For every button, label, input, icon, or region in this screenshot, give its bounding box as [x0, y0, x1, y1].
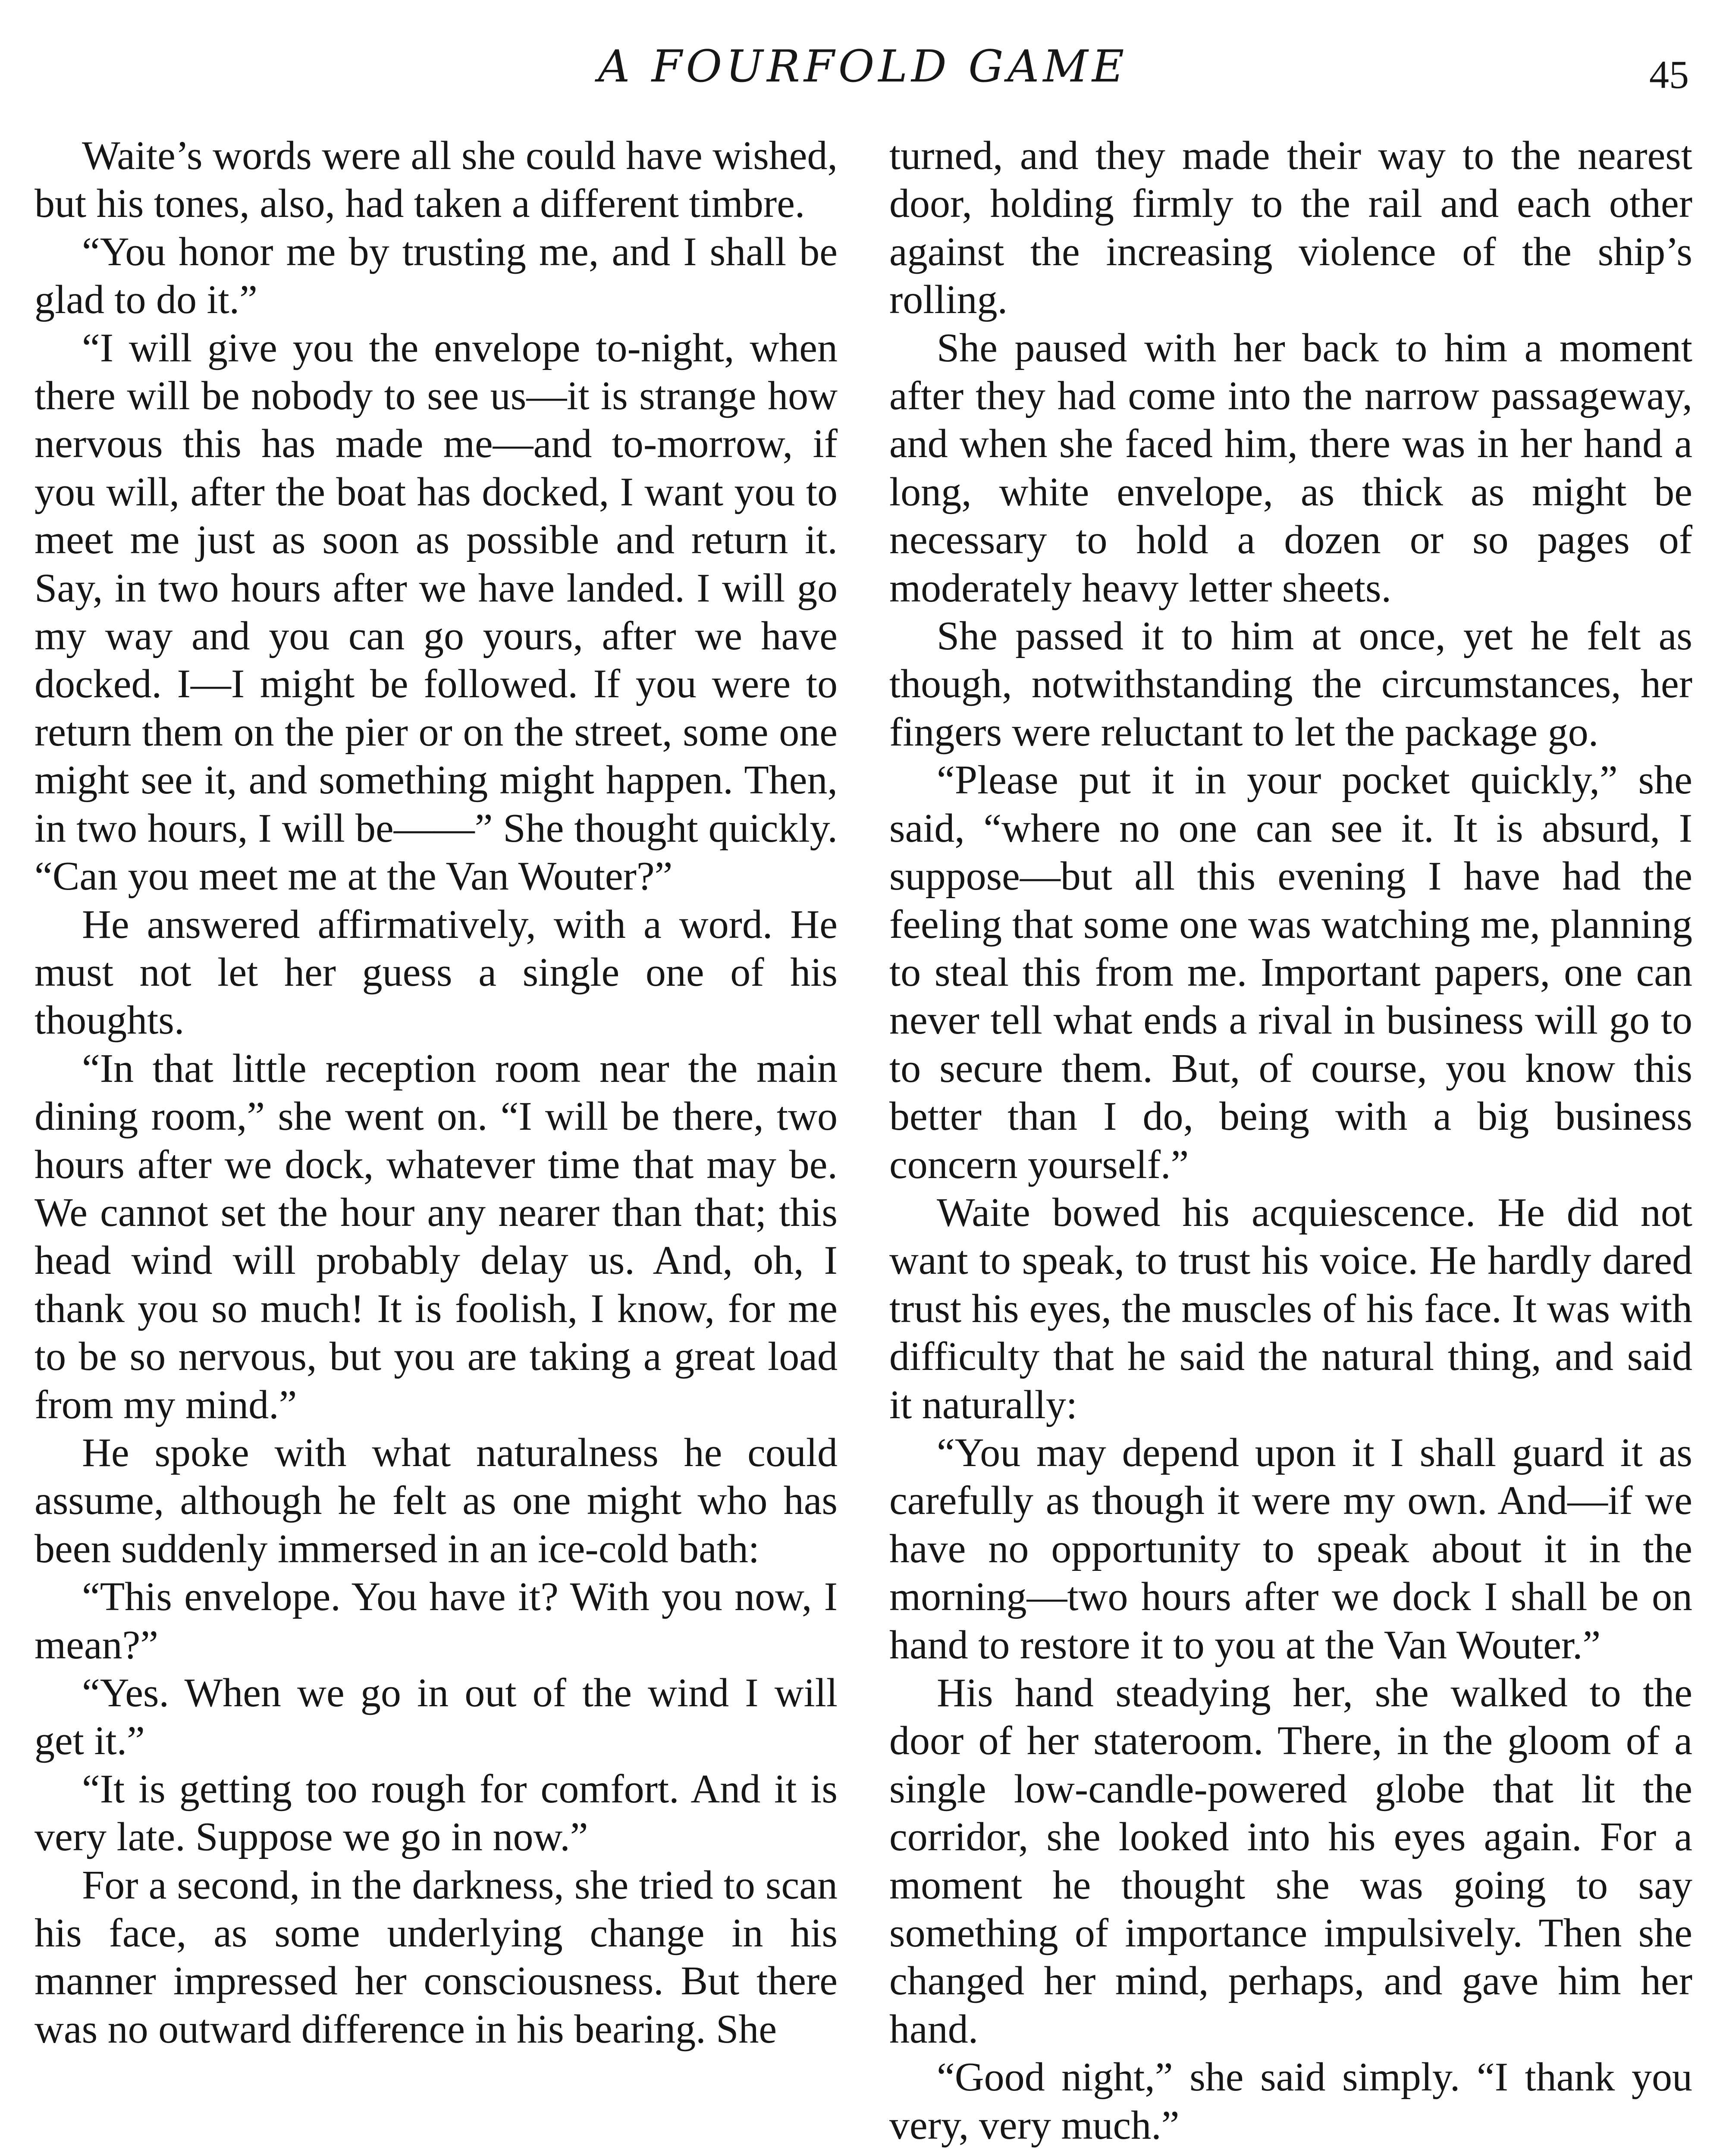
paragraph: “You honor me by trusting me, and I shall be glad to do it.”	[35, 229, 838, 323]
text-column-left	[35, 132, 838, 2053]
paragraph: “I will give you the envelope to-night, when there will be nobody to see us—it is strange how nervous this has made me—and to-morrow, if you will, after the boat has docked, I want you to meet me just as soon as possible and return it. Say, in two hours after we have landed. I will go my way and you can go yours, after we have docked. I—I might be followed. If you were to return them on the pier or on the street, some one might see it, and something might happen. Then, in two hours, I will be——” She thought quickly. “Can you meet me at the Van Wouter?”	[35, 325, 838, 899]
paragraph: “In that little reception room near the main dining room,” she went on. “I will be there, two hours after we dock, whatever time that may be. We cannot set the hour any nearer than that; this head wind will probably delay us. And, oh, I thank you so much! It is foolish, I know, for me to be so nervous, but you are taking a great load from my mind.”	[35, 1046, 838, 1427]
paragraph: Waite’s words were all she could have wished, but his tones, also, had taken a different timbre.	[35, 133, 838, 226]
paragraph: “It is getting too rough for comfort. And it is very late. Suppose we go in now.”	[35, 1766, 838, 1860]
paragraph: For a second, in the darkness, she tried to scan his face, as some underlying change in his manner impressed her consciousness. But there was no outward difference in his bearing. She	[35, 1862, 838, 2052]
paragraph: “This envelope. You have it? With you now, I mean?”	[35, 1574, 838, 1667]
paragraph: His hand steadying her, she walked to the door of her stateroom. There, in the gloom of a single low-candle-powered globe that lit the corridor, she looked into his eyes again. For a moment he thought she was going to say something of importance impulsively. Then she changed her mind, perhaps, and gave him her hand.	[889, 1670, 1692, 2052]
paragraph: “Good night,” she said simply. “I thank you very, very much.”	[889, 2055, 1692, 2148]
paragraph: He answered affirmatively, with a word. He must not let her guess a single one of his thoughts.	[35, 902, 838, 1043]
text-column-right	[889, 132, 1692, 2150]
page-title: A FOURFOLD GAME	[598, 41, 1128, 92]
paragraph: He spoke with what naturalness he could assume, although he felt as one might who has been suddenly immersed in an ice-cold bath:	[35, 1430, 838, 1571]
paragraph: She passed it to him at once, yet he felt as though, notwithstanding the circumstances, her fingers were reluctant to let the package go.	[889, 614, 1692, 755]
paragraph-continued: turned, and they made their way to the nearest door, holding firmly to the rail and each other against the increasing violence of the ship’s rolling.	[889, 133, 1692, 323]
paragraph: “You may depend upon it I shall guard it as carefully as though it were my own. And—if we have no opportunity to speak about it in the morning—two hours after we dock I shall be on hand to restore it to you at the Van Wouter.”	[889, 1430, 1692, 1667]
page-number: 45	[1649, 53, 1689, 97]
paragraph: She paused with her back to him a moment after they had come into the narrow passageway, and when she faced him, there was in her hand a long, white envelope, as thick as might be necessary to hold a dozen or so pages of moderately heavy letter sheets.	[889, 325, 1692, 611]
paragraph: Waite bowed his acquiescence. He did not want to speak, to trust his voice. He hardly dared trust his eyes, the muscles of his face. It was with difficulty that he said the natural thing, and said it naturally:	[889, 1190, 1692, 1427]
paragraph: “Please put it in your pocket quickly,” she said, “where no one can see it. It is absurd, I suppose—but all this evening I have had the feeling that some one was watching me, planning to steal this from me. Important papers, one can never tell what ends a rival in business will go to to secure them. But, of course, you know this better than I do, being with a big business concern yourself.”	[889, 758, 1692, 1187]
paragraph: “Yes. When we go in out of the wind I will get it.”	[35, 1670, 838, 1764]
